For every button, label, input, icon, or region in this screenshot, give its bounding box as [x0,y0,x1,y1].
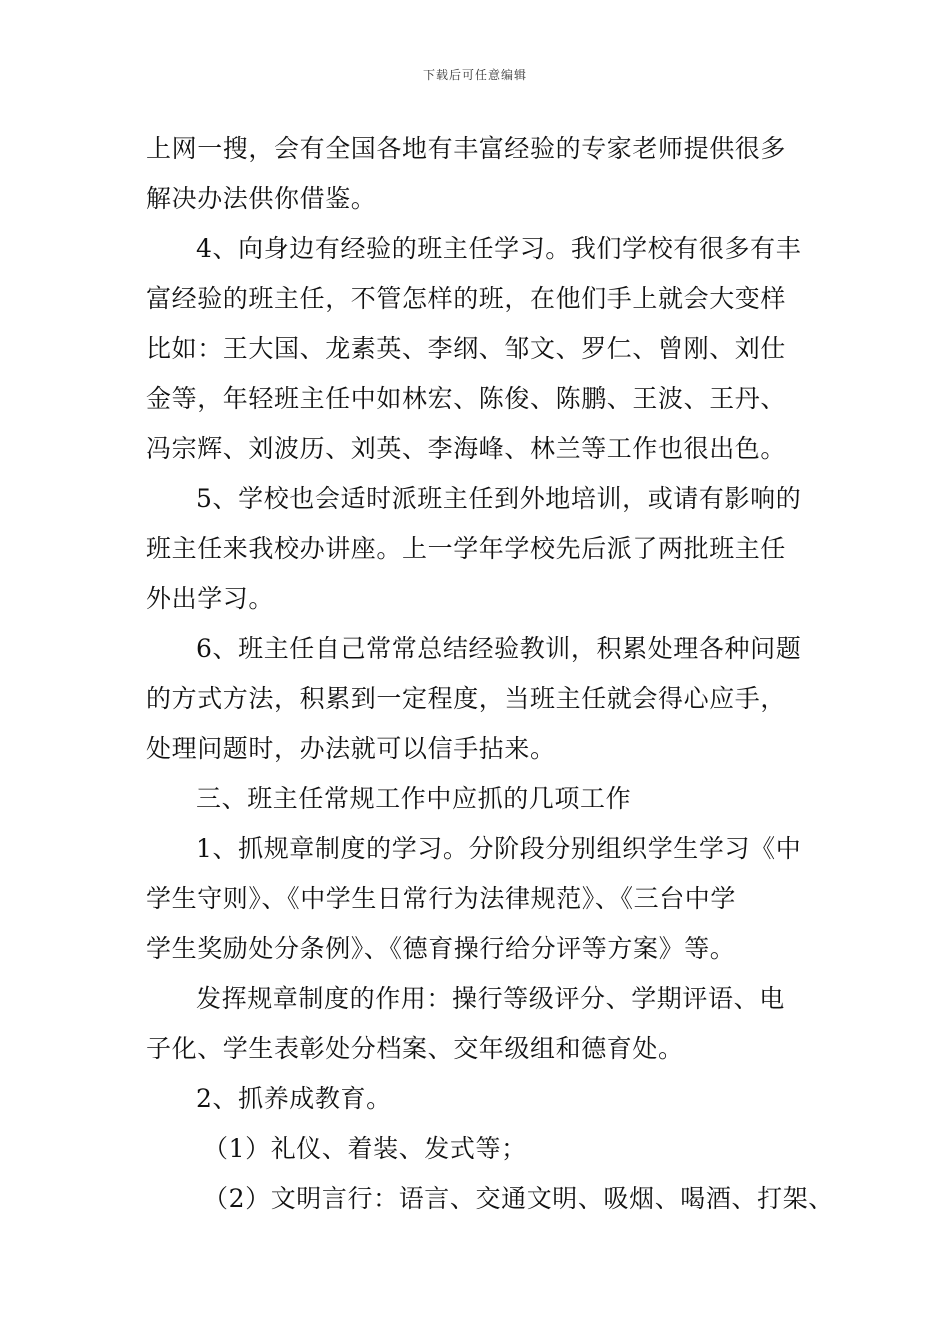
paragraph-start: 发挥规章制度的作用：操行等级评分、学期评语、电 [196,984,785,1013]
page-header: 下载后可任意编辑 [422,68,527,82]
text-line: 外出学习。 [146,584,275,613]
text-line: 的方式方法，积累到一定程度，当班主任就会得心应手， [146,684,787,713]
list-item: （2）文明言行：语言、交通文明、吸烟、喝酒、打架、 [203,1184,834,1213]
text-line: 班主任来我校办讲座。上一学年学校先后派了两批班主任 [146,534,787,563]
text-line: 冯宗辉、刘波历、刘英、李海峰、林兰等工作也很出色。 [146,434,787,463]
paragraph-start: 2、抓养成教育。 [196,1084,392,1113]
paragraph-start: 6、班主任自己常常总结经验教训，积累处理各种问题 [196,634,802,663]
paragraph-start: 5、学校也会适时派班主任到外地培训，或请有影响的 [196,484,802,513]
text-line: 处理问题时，办法就可以信手拈来。 [146,734,556,763]
paragraph-start: 1、抓规章制度的学习。分阶段分别组织学生学习《中 [196,834,802,863]
document-body [146,124,834,1224]
text-line: 富经验的班主任，不管怎样的班，在他们手上就会大变样 [146,284,787,313]
text-line: 子化、学生表彰处分档案、交年级组和德育处。 [146,1034,684,1063]
section-heading: 三、班主任常规工作中应抓的几项工作 [196,784,632,813]
text-line: 解决办法供你借鉴。 [146,184,377,213]
text-line: 学生守则》、《中学生日常行为法律规范》、《三台中学 [146,884,737,913]
paragraph-start: 4、向身边有经验的班主任学习。我们学校有很多有丰 [196,234,802,263]
list-item: （1）礼仪、着装、发式等； [203,1134,527,1163]
text-line: 上网一搜，会有全国各地有丰富经验的专家老师提供很多 [146,134,787,163]
text-line: 比如：王大国、龙素英、李纲、邹文、罗仁、曾刚、刘仕 [146,334,787,363]
text-line: 金等，年轻班主任中如林宏、陈俊、陈鹏、王波、王丹、 [146,384,787,413]
text-line: 学生奖励处分条例》、《德育操行给分评等方案》等。 [146,934,736,963]
